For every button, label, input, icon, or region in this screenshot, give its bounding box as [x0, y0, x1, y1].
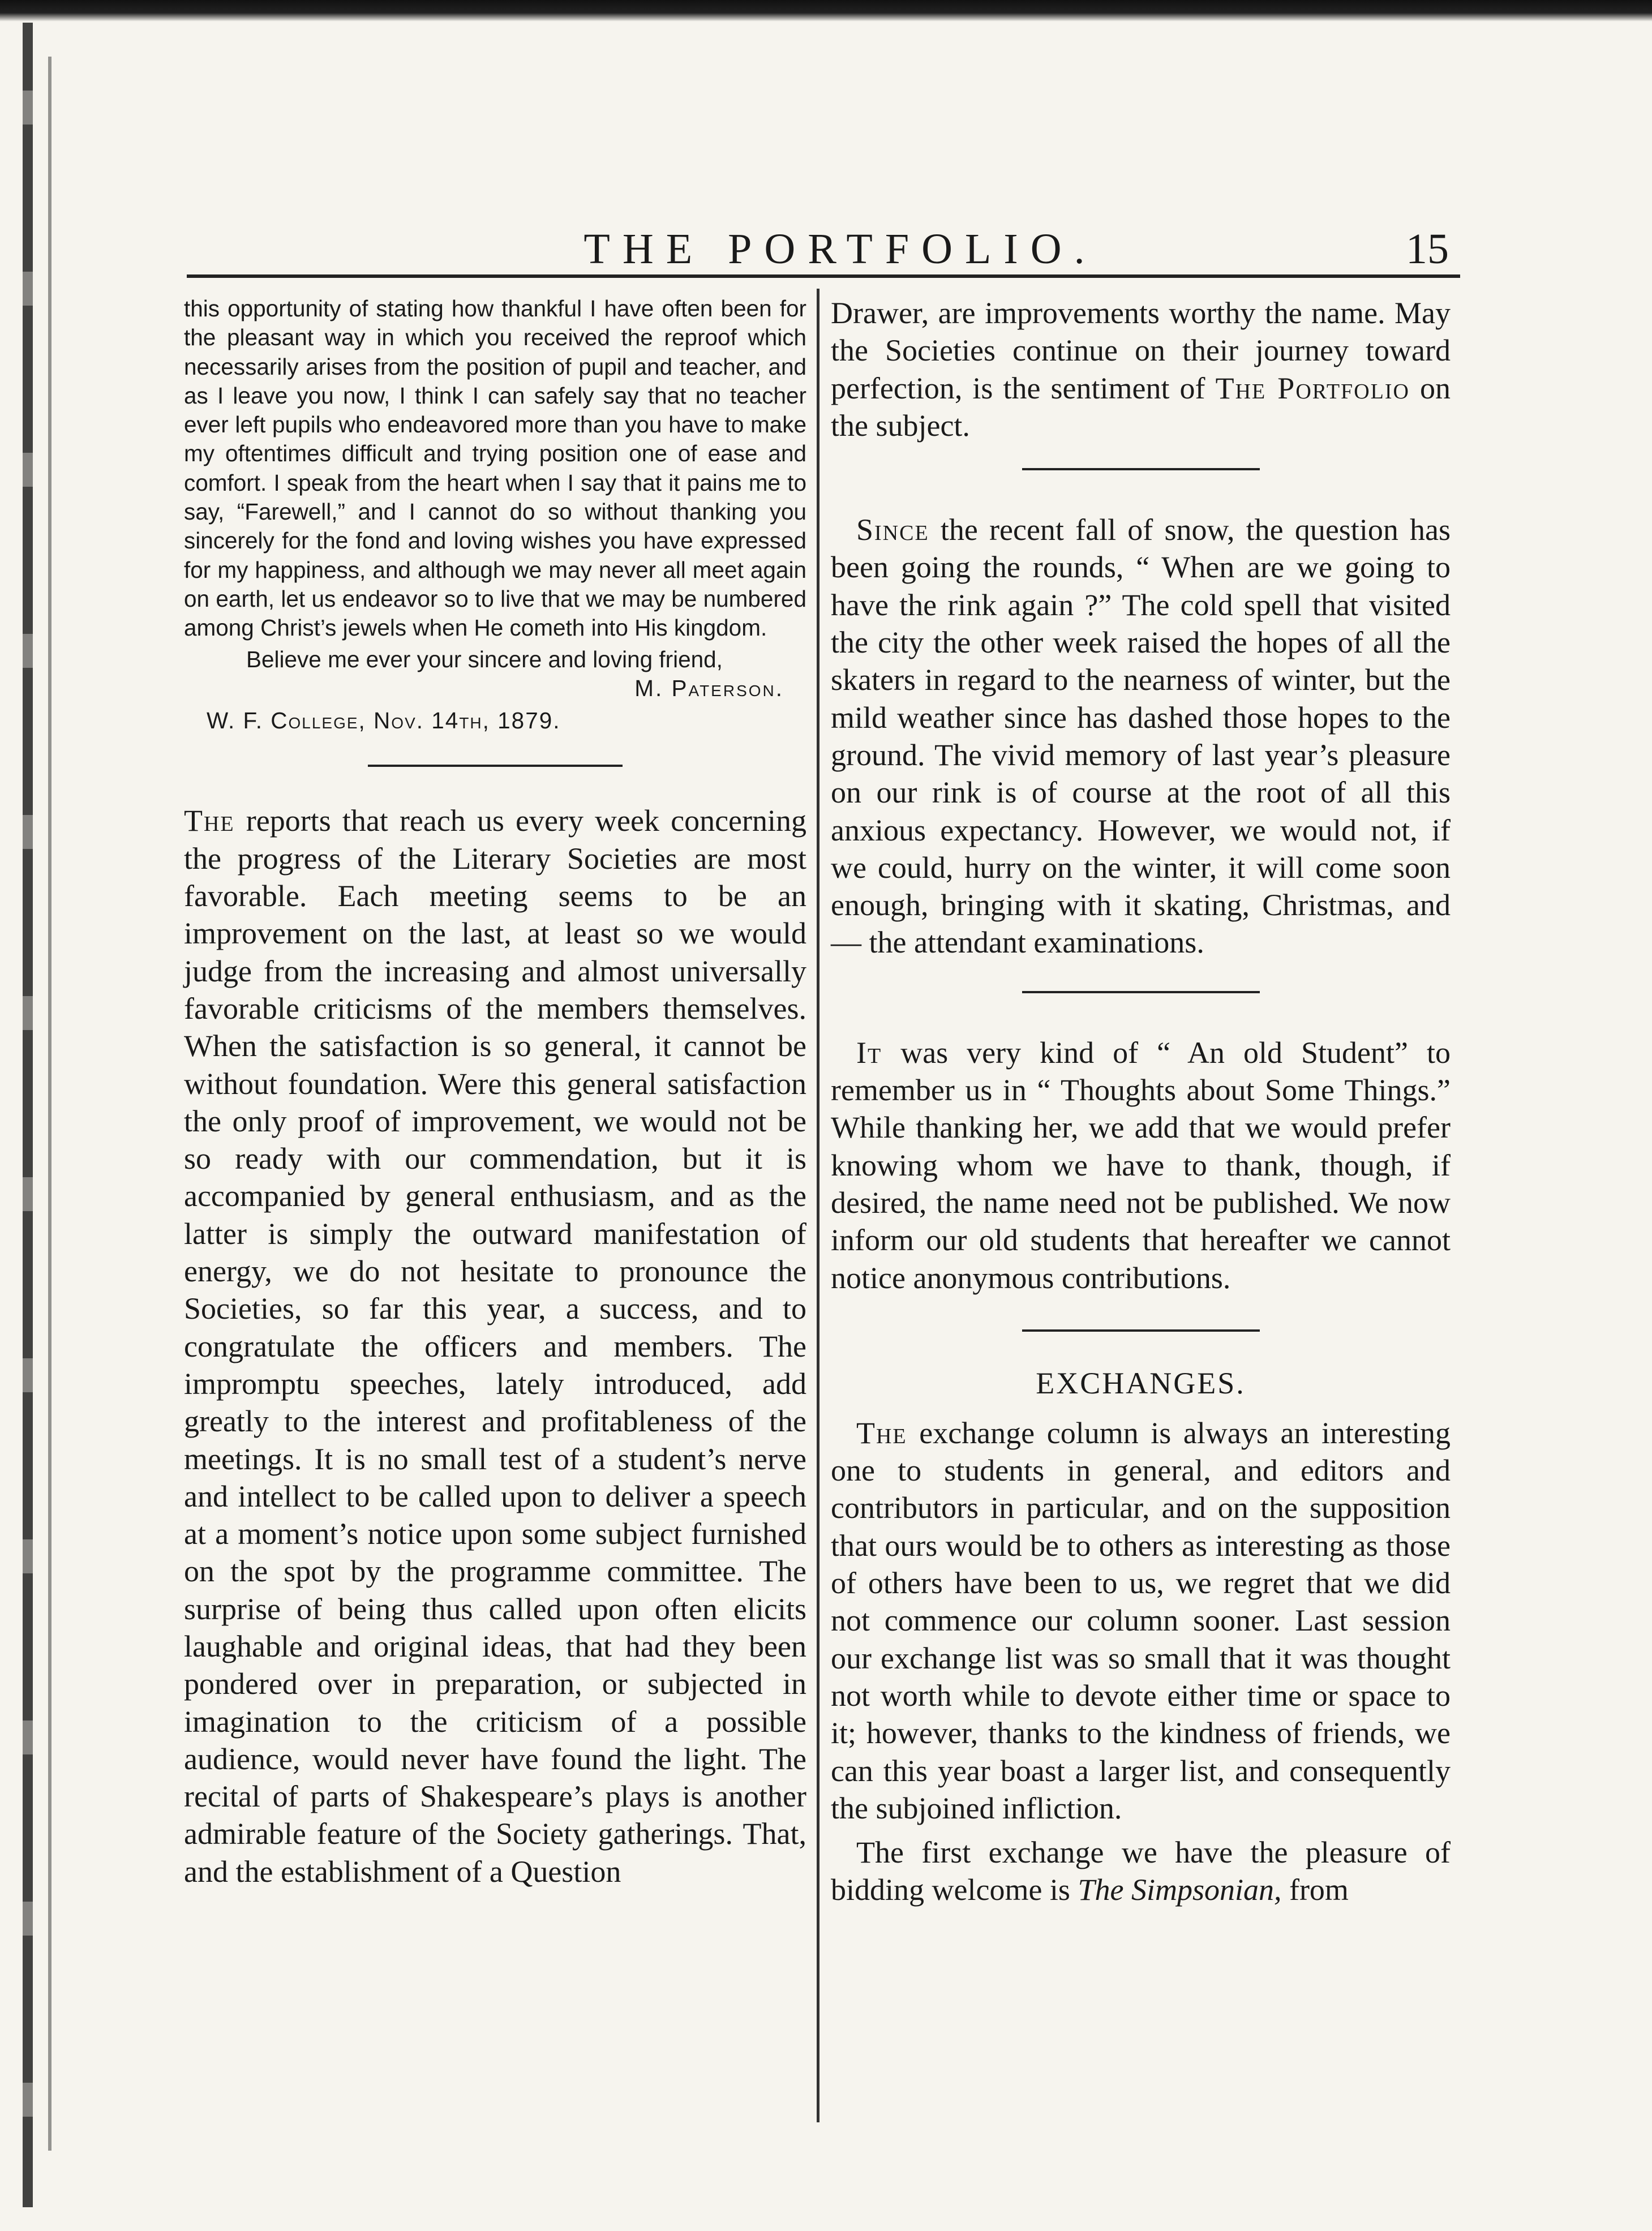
rink-text: the recent fall of snow, the question has been going the rounds, “ When are we going to have the rink again ?” The cold spell that visited the city the other week raised the hopes of all the skaters in regard to the nearness of winter, but the mild weather since has dashed those hopes to the ground. The vivid memory of last year’s pleasure on our rink is of course at the root of all this anxious expectancy. However, we would not, if we could, hurry on the winter, it will come soon enough, bringing with it skating, Christmas, and — the attendant examinations.	[831, 513, 1451, 960]
right-column	[831, 294, 1451, 1909]
exchanges-paragraph-2	[831, 1834, 1451, 1909]
old-student-article	[831, 1034, 1451, 1297]
section-rule	[1022, 468, 1260, 470]
old-student-paragraph	[831, 1034, 1451, 1297]
societies-paragraph	[184, 802, 806, 1890]
exchanges-text-2: The first exchange we have the pleasure of bidding welcome is	[831, 1835, 1451, 1907]
page-header	[187, 221, 1460, 283]
letter-signature: M. Paterson.	[634, 675, 784, 701]
exchanges-tail: from	[1281, 1873, 1349, 1907]
simpsonian-title: The Simpsonian,	[1078, 1873, 1282, 1907]
header-rule	[187, 274, 1460, 278]
letter-closing: Believe me ever your sincere and loving friend,	[246, 646, 723, 672]
left-column	[184, 294, 806, 1890]
rink-article	[831, 511, 1451, 962]
old-student-lead: It	[856, 1035, 882, 1070]
exchanges-text-1: exchange column is always an interesting one to students in general, and editors and contributors in particular, and on the supposition that ours would be to others as interesting as those of others have been to us, we regret that we did not commence our column sooner. Last session our exchange list was so small that it was thought not worth while to devote either time or space to it; however, thanks to the kindness of friends, we can this year boast a larger list, and consequently the subjoined infliction.	[831, 1415, 1451, 1825]
societies-article	[184, 802, 806, 1890]
rink-paragraph	[831, 511, 1451, 962]
societies-continuation	[831, 294, 1451, 444]
societies-lead: The	[184, 804, 235, 838]
letter-dateline: W. F. College, Nov. 14th, 1879.	[207, 707, 561, 734]
exchanges-paragraph-1	[831, 1414, 1451, 1827]
farewell-letter	[184, 294, 806, 735]
letter-body: this opportunity of stating how thankful I have often been for the pleasant way in which you received the reproof which necessarily arises from the position of pupil and teacher, and as I leave you now, I think I can safely say that no teacher ever left pupils who endeavored more than you have to make my oftentimes difficult and trying position one of ease and comfort. I speak from the heart when I say that it pains me to say, “Farewell,” and I cannot do so without thanking you sincerely for the fond and loving wishes you have expressed for my happiness, and although we may never all meet again on earth, let us endeavor so to live that we may be numbered among Christ’s jewels when He cometh into His kingdom.	[184, 295, 806, 641]
journal-title: THE PORTFOLIO.	[583, 225, 1097, 273]
continuation-tail: on the subject.	[831, 371, 1451, 443]
exchanges-heading: EXCHANGES.	[1036, 1366, 1246, 1400]
exchanges-lead: The	[856, 1415, 907, 1450]
continuation-text: Drawer, are improvements worthy the name. May the Societies continue on their journey toward perfection, is the sentiment of	[831, 296, 1451, 405]
section-rule	[368, 765, 623, 767]
section-rule	[1022, 991, 1260, 993]
page-number: 15	[1406, 225, 1449, 273]
rink-lead: Since	[856, 513, 929, 547]
portfolio-name: The Portfolio	[1215, 371, 1410, 405]
continuation-paragraph	[831, 294, 1451, 444]
old-student-text: was very kind of “ An old Student” to remember us in “ Thoughts about Some Things.” While thanking her, we add that we would prefer knowing whom we have to thank, though, if desired, the name need not be published. We now inform our old students that hereafter we cannot notice anonymous contributions.	[831, 1035, 1451, 1295]
column-divider	[817, 289, 819, 2122]
section-rule	[1022, 1329, 1260, 1332]
exchanges-article	[831, 1414, 1451, 1909]
societies-text: reports that reach us every week concerning the progress of the Literary Societies are most favorable. Each meeting seems to be an improvement on the last, at least so we would judge from the increasing and almost universally favorable criticisms of the members themselves. When the satisfaction is so general, it cannot be without foundation. Were this general satisfaction the only proof of improvement, we would not be so ready with our commendation, but it is accompanied by general enthusiasm, and as the latter is simply the outward manifestation of energy, we do not hesitate to pronounce the Societies, so far this year, a success, and to congratulate the officers and members. The impromptu speeches, lately introduced, add greatly to the interest and profitableness of the meetings. It is no small test of a student’s nerve and intellect to be called upon to deliver a speech at a moment’s notice upon some subject furnished on the spot by the programme committee. The surprise of being thus called upon often elicits laughable and original ideas, that had they been pondered over in preparation, or subjected in imagination to the criticism of a possible audience, would never have found the light. The recital of parts of Shakespeare’s plays is another admirable feature of the Society gatherings. That, and the establishment of a Question	[184, 804, 806, 1889]
